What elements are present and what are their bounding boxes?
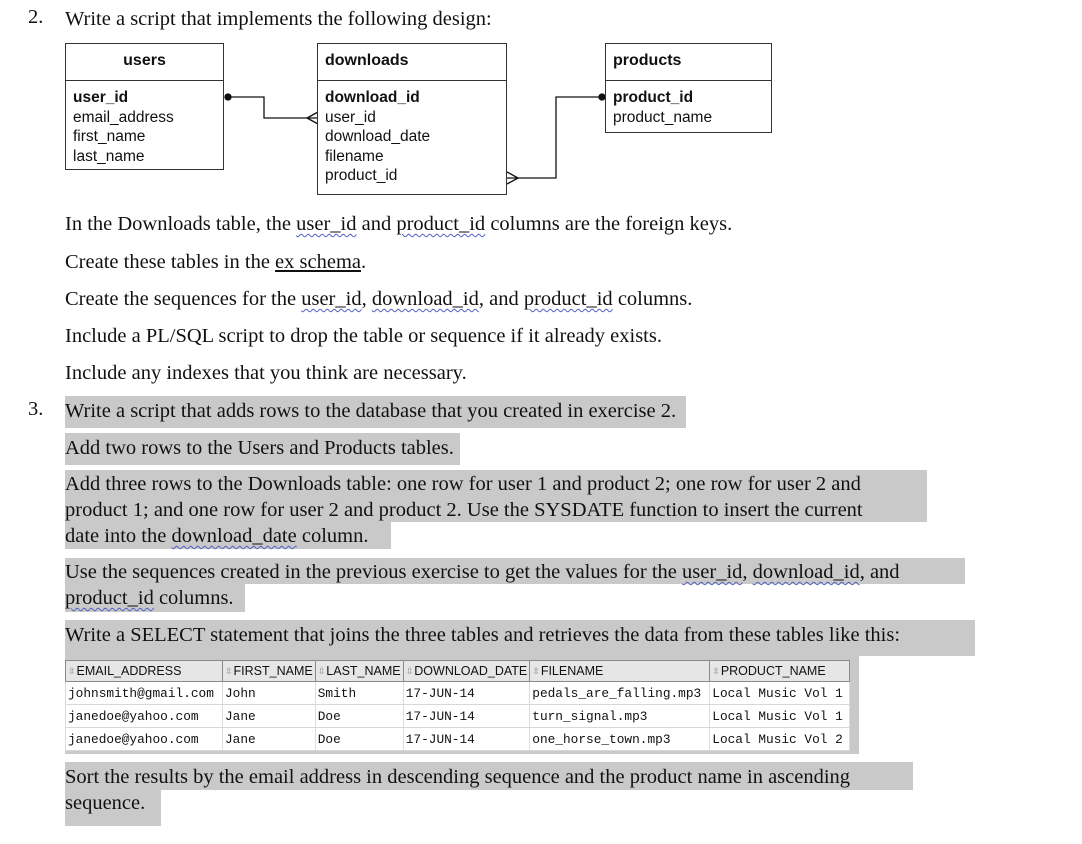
text-run: download_id xyxy=(752,561,860,583)
downloads-field-filename: filename xyxy=(325,147,384,165)
column-header-product-name[interactable] xyxy=(710,661,850,682)
cell-last-name: Doe xyxy=(315,728,403,751)
text-run: user_id xyxy=(296,213,357,235)
item-2-schema-paragraph xyxy=(65,249,366,275)
item-2-foreign-keys-paragraph xyxy=(65,211,732,237)
products-entity-title: products xyxy=(606,44,771,81)
text-run: , xyxy=(361,288,372,310)
cell-product-name: Local Music Vol 1 xyxy=(710,682,850,705)
text-run: product_id xyxy=(65,587,154,609)
item-3-downloads-paragraph-line-3 xyxy=(65,523,368,549)
cell-filename: pedals_are_falling.mp3 xyxy=(530,682,710,705)
downloads-field-download-date: download_date xyxy=(325,128,431,145)
column-header-label: FILENAME xyxy=(540,664,604,678)
item-2-number: 2. xyxy=(28,6,44,28)
users-field-first-name: first_name xyxy=(73,128,146,145)
downloads-entity-title: downloads xyxy=(318,44,506,81)
column-header-label: EMAIL_ADDRESS xyxy=(76,664,182,678)
downloads-field-product-id: product_id xyxy=(325,167,398,184)
text-run: . xyxy=(361,251,367,273)
cell-email-address: janedoe@yahoo.com xyxy=(66,705,223,728)
text-run: ex schema xyxy=(275,251,361,273)
column-header-label: PRODUCT_NAME xyxy=(720,664,826,678)
cell-download-date: 17-JUN-14 xyxy=(403,705,530,728)
downloads-entity xyxy=(317,43,507,195)
downloads-field-download-id: download_id xyxy=(325,89,420,106)
item-2-indexes-paragraph: Include any indexes that you think are necessary. xyxy=(65,362,467,384)
column-header-last-name[interactable] xyxy=(315,661,403,682)
column-header-filename[interactable] xyxy=(530,661,710,682)
users-field-email-address: email_address xyxy=(73,108,174,126)
users-entity-title: users xyxy=(66,44,223,81)
text-run: and xyxy=(356,213,397,235)
text-run: , xyxy=(742,561,753,583)
text-run: In the Downloads table, the xyxy=(65,213,297,235)
item-2-plsql-paragraph: Include a PL/SQL script to drop the table or sequence if it already exists. xyxy=(65,325,662,347)
table-row[interactable] xyxy=(66,728,850,751)
downloads-field-user-id: user_id xyxy=(325,108,376,126)
text-run: Create these tables in the xyxy=(65,251,276,273)
cell-first-name: John xyxy=(223,682,316,705)
item-3-title xyxy=(65,398,686,424)
cell-first-name: Jane xyxy=(223,728,316,751)
text-run: product_id xyxy=(396,213,486,235)
column-header-label: FIRST_NAME xyxy=(233,664,313,678)
cell-filename: one_horse_town.mp3 xyxy=(530,728,710,751)
text-run: date into the xyxy=(65,525,172,547)
sort-icon: ⇳ xyxy=(532,666,540,676)
sort-icon: ⇳ xyxy=(317,666,326,676)
table-row[interactable] xyxy=(66,682,850,705)
text-run: user_id xyxy=(301,288,362,310)
column-header-first-name[interactable] xyxy=(223,661,316,682)
item-3-sequences-paragraph-line-2 xyxy=(65,585,234,611)
products-field-product-id: product_id xyxy=(613,89,694,106)
grid-header-row xyxy=(66,661,850,682)
text-run: product_id xyxy=(523,288,613,310)
products-field-product-name: product_name xyxy=(613,108,713,126)
text-run: download_date xyxy=(171,525,297,547)
item-3-downloads-paragraph-line-1: Add three rows to the Downloads table: one row for user 1 and product 2; one row for user 2 and xyxy=(65,473,861,495)
item-3-sequences-paragraph-line-1 xyxy=(65,559,900,585)
products-entity xyxy=(605,43,772,133)
text-run: , and xyxy=(478,288,524,310)
cell-last-name: Smith xyxy=(315,682,403,705)
text-run: columns are the foreign keys. xyxy=(485,213,733,235)
users-entity xyxy=(65,43,224,170)
text-run: Create the sequences for the xyxy=(65,288,302,310)
text-run: user_id xyxy=(682,561,743,583)
cell-first-name: Jane xyxy=(223,705,316,728)
text-run: column. xyxy=(296,525,369,547)
cell-filename: turn_signal.mp3 xyxy=(530,705,710,728)
users-field-user-id: user_id xyxy=(73,89,129,106)
item-3-sort-paragraph-line-2: sequence. xyxy=(65,792,146,814)
cell-download-date: 17-JUN-14 xyxy=(403,682,530,705)
text-run: Use the sequences created in the previous exercise to get the values for the xyxy=(65,561,683,583)
item-3-users-products-paragraph xyxy=(65,435,460,461)
cell-last-name: Doe xyxy=(315,705,403,728)
sort-icon: ⇳ xyxy=(712,666,720,676)
item-3-sort-paragraph-line-1: Sort the results by the email address in descending sequence and the product name in ascending xyxy=(65,766,851,788)
text-run: Add two rows to the Users and Products tables. xyxy=(65,433,460,465)
column-header-label: LAST_NAME xyxy=(326,664,401,678)
item-2-title: Write a script that implements the following design: xyxy=(65,8,492,30)
users-field-last-name: last_name xyxy=(73,147,145,165)
sort-icon: ⇳ xyxy=(225,666,233,676)
cell-product-name: Local Music Vol 2 xyxy=(710,728,850,751)
text-run: columns. xyxy=(612,288,693,310)
cell-email-address: janedoe@yahoo.com xyxy=(66,728,223,751)
text-run: , and xyxy=(859,561,900,583)
column-header-download-date[interactable] xyxy=(403,661,530,682)
column-header-email-address[interactable] xyxy=(66,661,223,682)
text-run: download_id xyxy=(371,288,479,310)
cell-product-name: Local Music Vol 1 xyxy=(710,705,850,728)
column-header-label: DOWNLOAD_DATE xyxy=(414,664,528,678)
table-row[interactable] xyxy=(66,705,850,728)
query-result-grid xyxy=(65,660,850,751)
item-2-sequences-paragraph xyxy=(65,286,692,312)
sort-icon: ⇳ xyxy=(405,666,414,676)
cell-download-date: 17-JUN-14 xyxy=(403,728,530,751)
text-run: columns. xyxy=(153,587,234,609)
text-run: Write a script that adds rows to the database that you created in exercise 2. xyxy=(65,396,686,428)
sort-icon: ⇳ xyxy=(68,666,76,676)
item-3-downloads-paragraph-line-2: product 1; and one row for user 2 and product 2. Use the SYSDATE function to insert the current xyxy=(65,499,863,521)
cell-email-address: johnsmith@gmail.com xyxy=(66,682,223,705)
item-3-number: 3. xyxy=(28,398,44,420)
item-3-select-paragraph: Write a SELECT statement that joins the three tables and retrieves the data from these tables like this: xyxy=(65,624,901,646)
